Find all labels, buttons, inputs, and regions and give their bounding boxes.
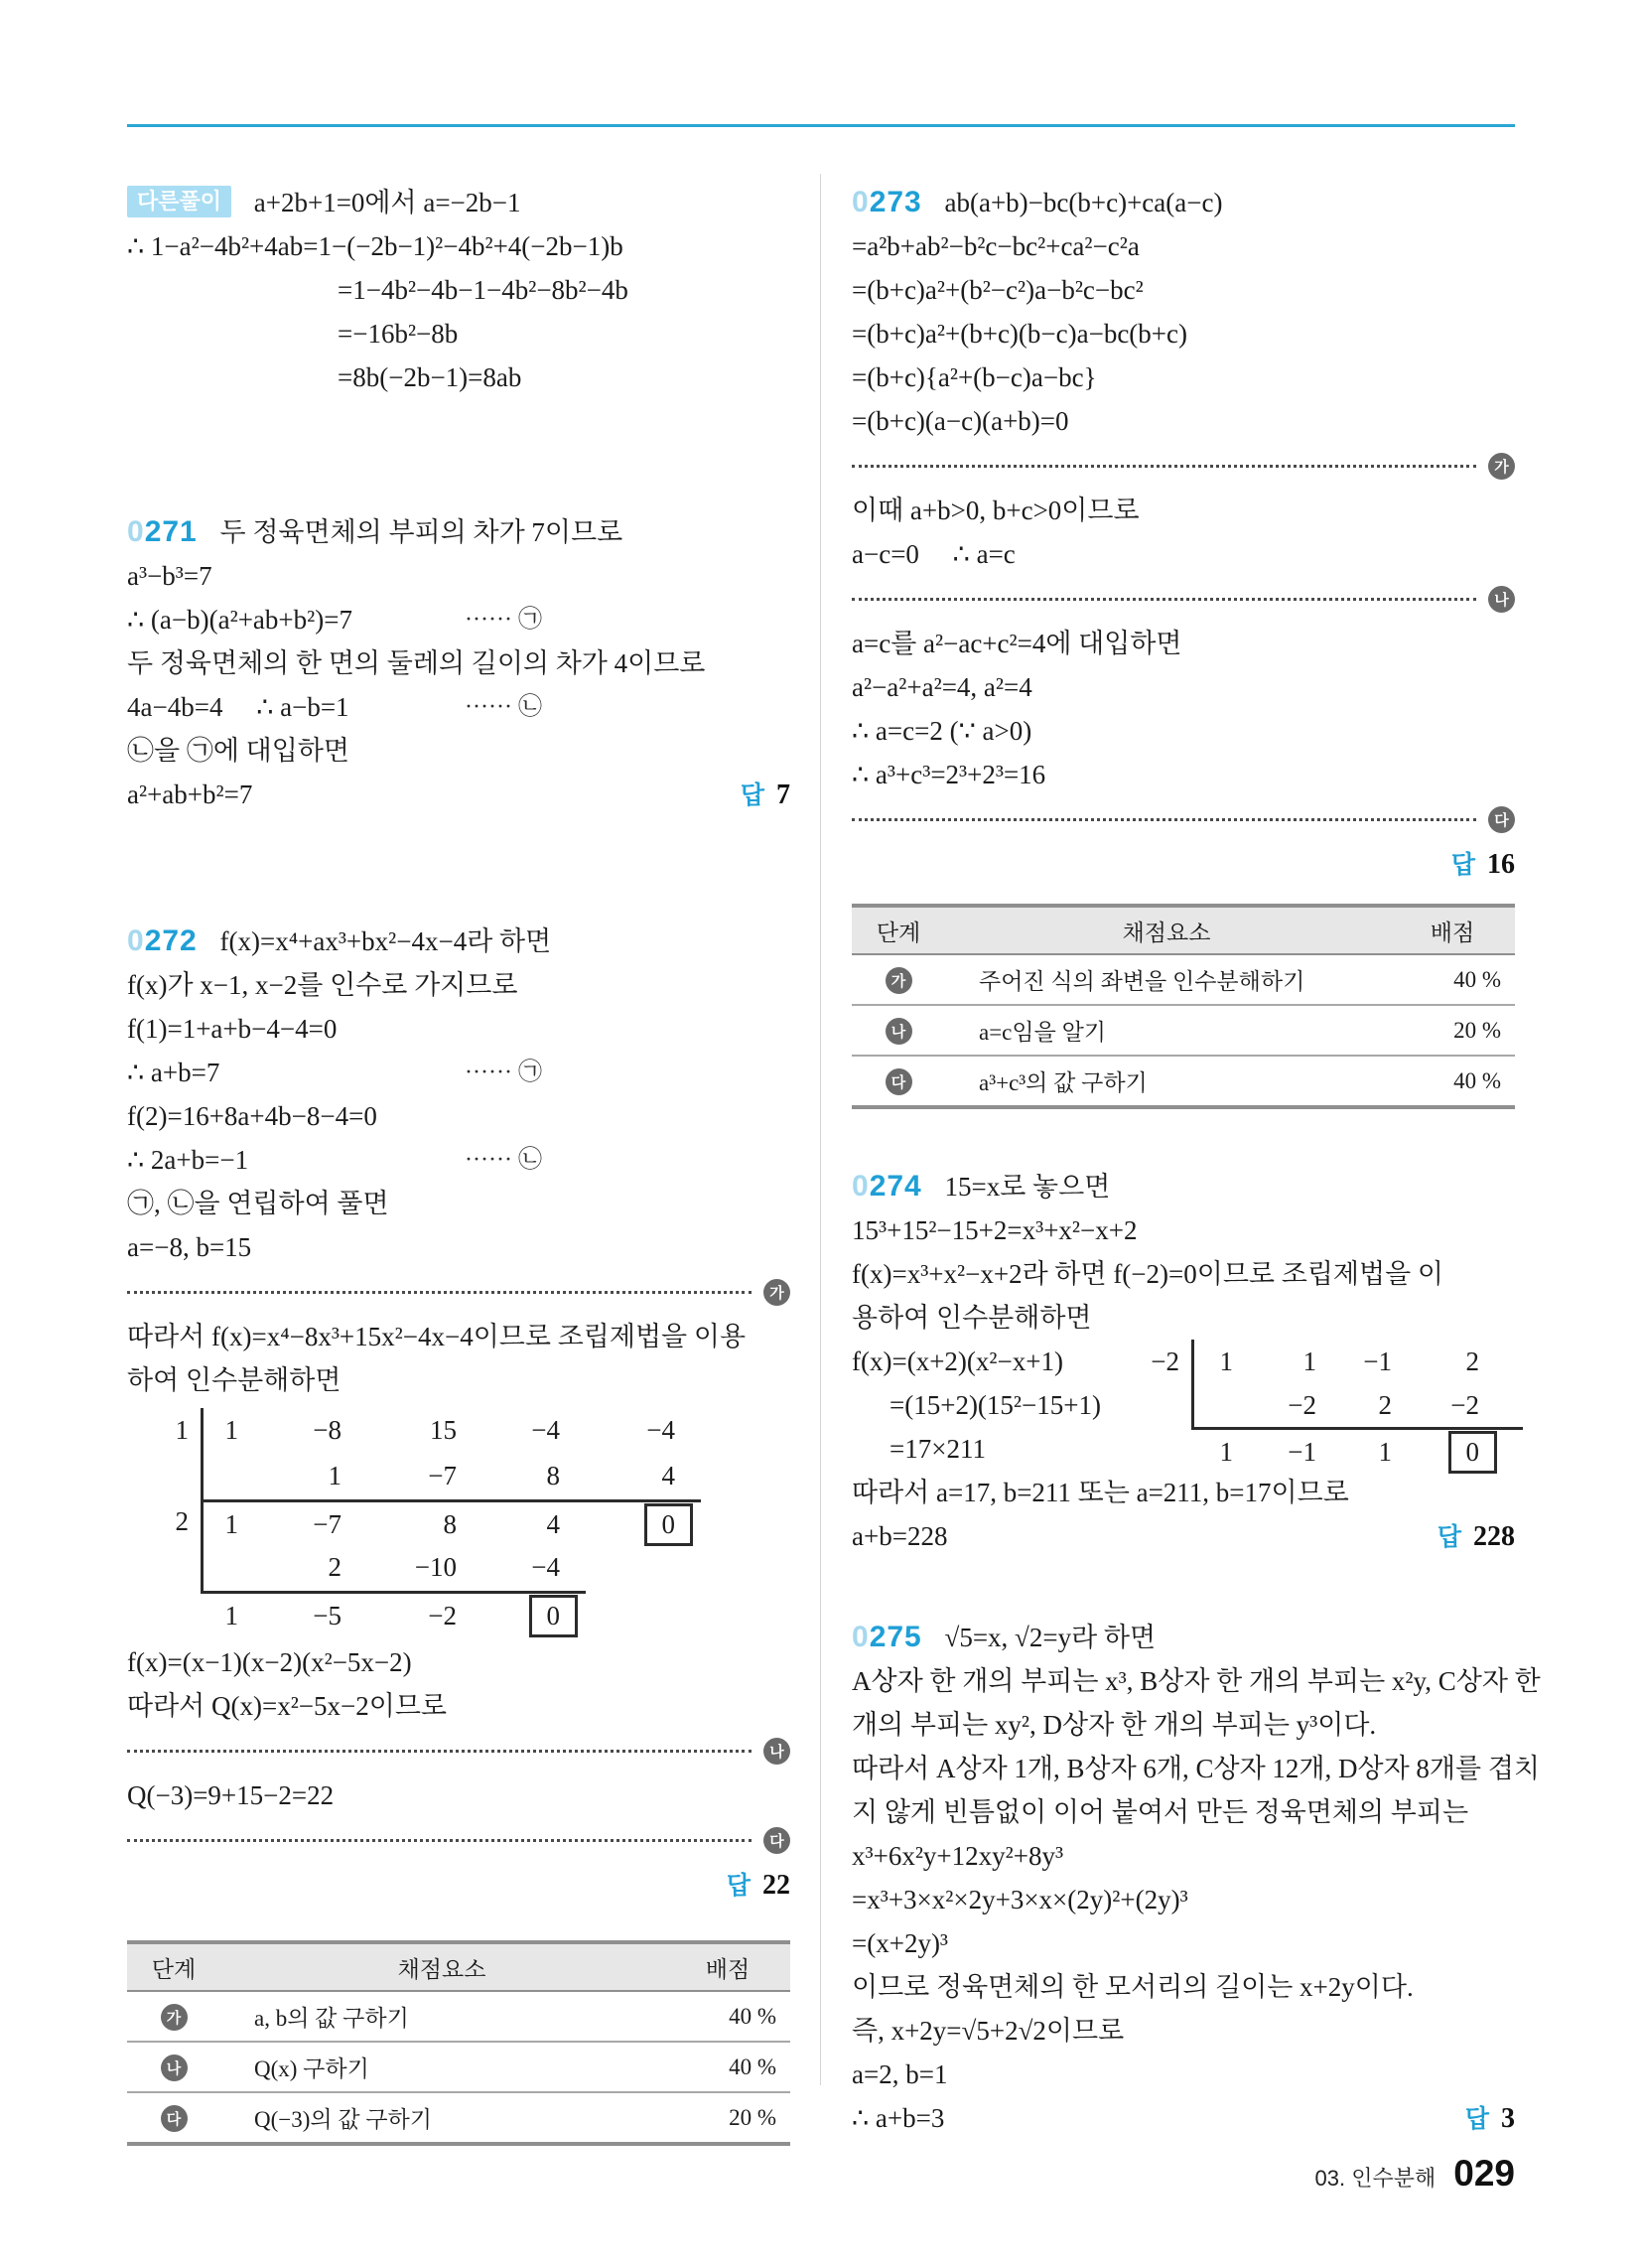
criteria-cell: Q(x) 구하기 <box>220 2042 664 2092</box>
formula-line: ∴ 2a+b=−1 ······ ㉡ <box>127 1138 790 1182</box>
text-line: 이므로 정육면체의 한 모서리의 길이는 x+2y이다. <box>852 1972 1414 2002</box>
top-rule <box>127 124 1515 127</box>
problem-heading: 0275 √5=x, √2=y라 하면 <box>852 1621 1157 1653</box>
formula-line: f(1)=1+a+b−4−4=0 <box>127 1014 338 1044</box>
step-badge: 나 <box>763 1738 790 1765</box>
problem-0272 <box>127 920 790 1907</box>
answer <box>1437 1514 1515 1559</box>
problem-number: 0272 <box>127 924 198 957</box>
dotted-line <box>852 818 1476 821</box>
col-header-step: 단계 <box>852 906 945 954</box>
problem-number: 0274 <box>852 1170 922 1203</box>
boxed-remainder: 0 <box>529 1595 579 1637</box>
text-line: 따라서 a=17, b=211 또는 a=211, b=17이므로 <box>852 1478 1349 1507</box>
formula-line: x³+6x²y+12xy²+8y³ <box>852 1841 1064 1871</box>
grading-table-0273 <box>852 904 1515 1109</box>
step-separator <box>127 1728 790 1773</box>
criteria-cell: a=c임을 알기 <box>945 1005 1389 1056</box>
formula-line: =(b+c)(a−c)(a+b)=0 <box>852 406 1069 436</box>
page-footer <box>1315 2153 1515 2195</box>
problem-heading: 0273 ab(a+b)−bc(b+c)+ca(a−c) <box>852 186 1223 218</box>
table-row <box>127 2092 790 2144</box>
dotted-line <box>852 598 1476 601</box>
text-line: 따라서 A상자 1개, B상자 6개, C상자 12개, D상자 8개를 겹치 <box>852 1754 1540 1783</box>
formula-line: a=−8, b=15 <box>127 1232 252 1262</box>
step-badge: 나 <box>161 2055 188 2081</box>
formula-line: =(x+2y)³ <box>852 1928 949 1958</box>
problem-heading: 0271 두 정육면체의 부피의 차가 7이므로 <box>127 515 623 548</box>
step-badge: 다 <box>886 1068 912 1095</box>
answer-value: 22 <box>762 1870 790 1901</box>
criteria-cell: Q(−3)의 값 구하기 <box>220 2092 664 2144</box>
formula-line: ∴ a=c=2 (∵ a>0) <box>852 716 1032 746</box>
answer-value: 7 <box>776 780 790 810</box>
criteria-cell: a, b의 값 구하기 <box>220 1991 664 2042</box>
formula-line: =x³+3×x²×2y+3×x×(2y)²+(2y)³ <box>852 1885 1188 1914</box>
formula-line: =(b+c){a²+(b−c)a−bc} <box>852 362 1097 392</box>
answer-line: a+b=228 답 228 <box>852 1514 1515 1558</box>
step-badge: 나 <box>886 1018 912 1045</box>
text-line: 지 않게 빈틈없이 이어 붙여서 만든 정육면체의 부피는 <box>852 1797 1469 1827</box>
formula-line: f(x)=(x+2)(x²−x+1) <box>852 1347 1063 1376</box>
problem-number: 0275 <box>852 1621 922 1653</box>
problem-0274 <box>852 1165 1515 1558</box>
score-cell: 40 % <box>664 2042 790 2092</box>
text-line: 이때 a+b>0, b+c>0이므로 <box>852 496 1140 525</box>
equation-ref-mark: ······ ㉡ <box>465 1147 542 1173</box>
formula-line: a−c=0 ∴ a=c <box>852 539 1016 569</box>
text-line: ㉡을 ㉠에 대입하면 <box>127 736 349 766</box>
step-badge: 가 <box>161 2004 188 2031</box>
formula-line: Q(−3)=9+15−2=22 <box>127 1780 335 1810</box>
text-line: 두 정육면체의 한 면의 둘레의 길이의 차가 4이므로 <box>127 648 706 678</box>
step-badge: 가 <box>886 967 912 994</box>
answer-label: 답 <box>740 781 764 809</box>
equation-ref-mark: ······ ㉠ <box>465 607 542 633</box>
answer <box>727 1863 790 1908</box>
text-line: 즉, x+2y=√5+2√2이므로 <box>852 2016 1125 2046</box>
score-cell: 20 % <box>1389 1005 1515 1056</box>
criteria-cell: a³+c³의 값 구하기 <box>945 1056 1389 1107</box>
col-header-item: 채점요소 <box>220 1942 664 1991</box>
formula-line: =−16b²−8b <box>338 319 459 349</box>
score-cell: 20 % <box>664 2092 790 2144</box>
table-row <box>852 1056 1515 1107</box>
formula-line: =8b(−2b−1)=8ab <box>338 362 522 392</box>
criteria-cell: 주어진 식의 좌변을 인수분해하기 <box>945 954 1389 1005</box>
column-divider <box>820 174 821 2085</box>
formula-line: 4a−4b=4 ∴ a−b=1 ······ ㉡ <box>127 685 790 729</box>
step-badge: 가 <box>763 1279 790 1306</box>
step-badge: 다 <box>763 1827 790 1854</box>
step-badge: 다 <box>161 2105 188 2132</box>
dotted-line <box>127 1839 752 1842</box>
dotted-line <box>852 465 1476 468</box>
answer-line: ∴ a+b=3 답 3 <box>852 2096 1515 2140</box>
text-line: f(x)=x³+x²−x+2라 하면 f(−2)=0이므로 조립제법을 이 <box>852 1259 1443 1289</box>
answer-label: 답 <box>726 1872 751 1900</box>
boxed-remainder: 0 <box>644 1503 694 1546</box>
answer <box>1465 2096 1515 2141</box>
synthetic-division-0274: −2 1 1 −1 2 −2 2 −2 1 −1 1 0 <box>1136 1340 1515 1471</box>
score-cell: 40 % <box>1389 1056 1515 1107</box>
grading-table-0272 <box>127 1940 790 2146</box>
text-line: 따라서 f(x)=x⁴−8x³+15x²−4x−4이므로 조립제법을 이용 <box>127 1322 747 1351</box>
chapter-title: 03. 인수분해 <box>1314 2166 1437 2191</box>
answer-line: a²+ab+b²=7 답 7 <box>127 773 790 816</box>
answer-value: 3 <box>1501 2103 1515 2134</box>
formula-line: ∴ a+b=7 ······ ㉠ <box>127 1051 790 1094</box>
problem-heading: 0274 15=x로 놓으면 <box>852 1170 1111 1203</box>
boxed-remainder: 0 <box>1448 1431 1498 1474</box>
step-badge: 나 <box>1488 586 1515 613</box>
alt-solution-intro <box>127 181 790 224</box>
formula-line: =17×211 <box>889 1434 986 1464</box>
col-header-score: 배점 <box>1389 906 1515 954</box>
dotted-line <box>127 1291 752 1294</box>
formula-line: =(15+2)(15²−15+1) <box>889 1390 1101 1420</box>
text-line: ㉠, ㉡을 연립하여 풀면 <box>127 1189 389 1218</box>
text-line: A상자 한 개의 부피는 x³, B상자 한 개의 부피는 x²y, C상자 한 <box>852 1666 1541 1696</box>
formula-line: =a²b+ab²−b²c−bc²+ca²−c²a <box>852 231 1140 261</box>
step-separator <box>852 443 1515 489</box>
alt-solution-badge: 다른풀이 <box>127 186 231 217</box>
step-badge: 다 <box>1488 806 1515 833</box>
answer-label: 답 <box>1437 1523 1461 1551</box>
formula-line: a=2, b=1 <box>852 2059 948 2089</box>
table-row <box>127 1991 790 2042</box>
step-separator <box>852 796 1515 842</box>
text-line: 용하여 인수분해하면 <box>852 1303 1092 1333</box>
score-cell: 40 % <box>664 1991 790 2042</box>
col-header-score: 배점 <box>664 1942 790 1991</box>
dotted-line <box>127 1750 752 1753</box>
text-line: 하여 인수분해하면 <box>127 1365 342 1395</box>
answer-label: 답 <box>1450 851 1475 879</box>
formula-line: ∴ (a−b)(a²+ab+b²)=7 ······ ㉠ <box>127 598 790 641</box>
problem-0271 <box>127 510 790 816</box>
formula-line: a³−b³=7 <box>127 561 212 591</box>
formula-line: f(2)=16+8a+4b−8−4=0 <box>127 1101 377 1131</box>
answer-line <box>852 842 1515 886</box>
col-header-item: 채점요소 <box>945 906 1389 954</box>
table-row <box>127 2042 790 2092</box>
col-header-step: 단계 <box>127 1942 220 1991</box>
equation-ref-mark: ······ ㉡ <box>465 694 542 720</box>
text-line: a=c를 a²−ac+c²=4에 대입하면 <box>852 629 1182 658</box>
answer-value: 228 <box>1473 1521 1515 1552</box>
problem-number: 0273 <box>852 186 922 218</box>
formula: a+2b+1=0에서 a=−2b−1 <box>253 188 521 217</box>
text-line: 따라서 Q(x)=x²−5x−2이므로 <box>127 1691 447 1721</box>
page-number: 029 <box>1453 2153 1515 2194</box>
score-cell: 40 % <box>1389 954 1515 1005</box>
formula-line: =(b+c)a²+(b²−c²)a−b²c−bc² <box>852 275 1144 305</box>
problem-0275 <box>852 1616 1541 2140</box>
table-row <box>852 1005 1515 1056</box>
problem-heading: 0272 f(x)=x⁴+ax³+bx²−4x−4라 하면 <box>127 924 552 957</box>
answer <box>741 773 790 817</box>
step-badge: 가 <box>1488 453 1515 480</box>
formula-line: =1−4b²−4b−1−4b²−8b²−4b <box>338 275 628 305</box>
problem-0273 <box>852 181 1515 886</box>
answer-line <box>127 1863 790 1907</box>
equation-and-division <box>852 1340 1515 1471</box>
formula-line: ∴ 1−a²−4b²+4ab=1−(−2b−1)²−4b²+4(−2b−1)b <box>127 231 623 261</box>
answer-label: 답 <box>1464 2105 1489 2133</box>
alt-solution-block <box>127 181 790 399</box>
formula-line: 15³+15²−15+2=x³+x²−x+2 <box>852 1215 1138 1245</box>
formula-line: a²−a²+a²=4, a²=4 <box>852 672 1032 702</box>
text-line: f(x)가 x−1, x−2를 인수로 가지므로 <box>127 970 518 1000</box>
left-column <box>127 181 790 2146</box>
formula-line: ∴ a³+c³=2³+2³=16 <box>852 760 1046 789</box>
right-column <box>852 181 1541 2140</box>
text-line: 개의 부피는 xy², D상자 한 개의 부피는 y³이다. <box>852 1710 1377 1740</box>
synthetic-division-0272: 1 1 −8 15 −4 −4 1 −7 8 4 2 1 −7 8 4 0 2 −10 −4 1 −5 −2 0 <box>151 1408 701 1636</box>
answer <box>1451 842 1515 887</box>
step-separator <box>852 576 1515 622</box>
formula-line: =(b+c)a²+(b+c)(b−c)a−bc(b+c) <box>852 319 1188 349</box>
problem-number: 0271 <box>127 515 198 548</box>
step-separator <box>127 1269 790 1315</box>
equation-ref-mark: ······ ㉠ <box>465 1060 542 1085</box>
table-row <box>852 954 1515 1005</box>
step-separator <box>127 1817 790 1863</box>
formula-line: f(x)=(x−1)(x−2)(x²−5x−2) <box>127 1647 412 1677</box>
answer-value: 16 <box>1487 849 1515 880</box>
